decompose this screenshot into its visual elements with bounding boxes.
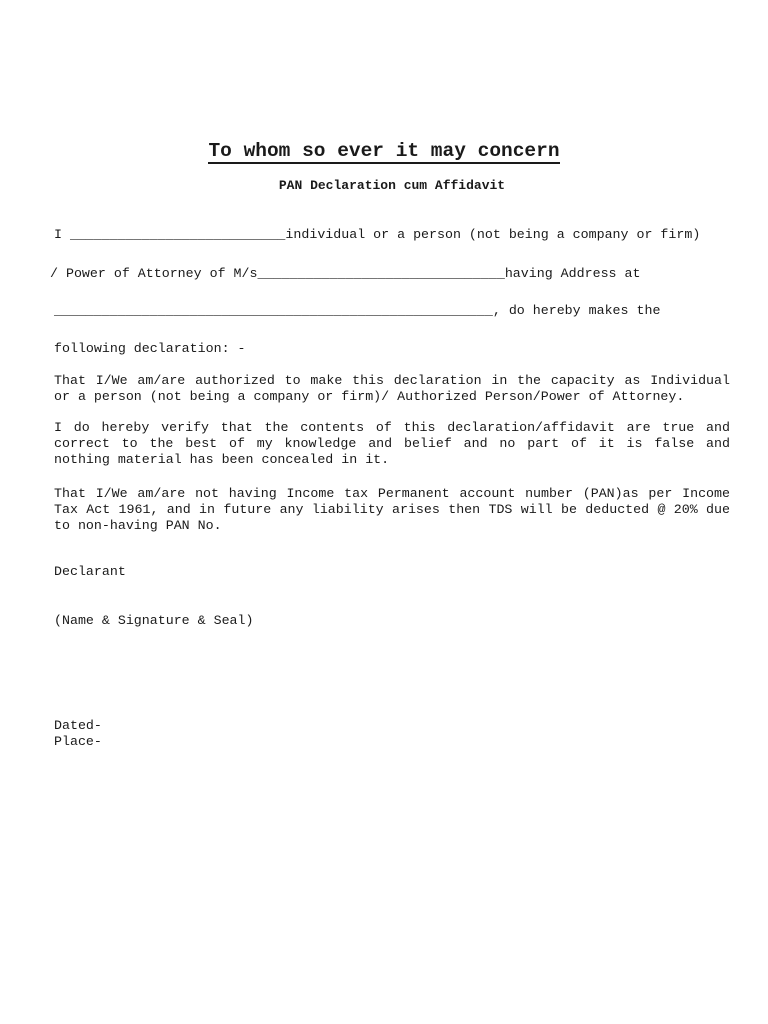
- pan-paragraph: That I/We am/are not having Income tax Permanent account number (PAN)as per Income Tax Act 1961, and in future any liability arises then TDS will be deducted @ 20% due to non-having PAN No.: [54, 486, 730, 533]
- document-subtitle: PAN Declaration cum Affidavit: [278, 178, 506, 193]
- place-label: Place-: [54, 734, 102, 749]
- address-line: _______________________________________________________, do hereby makes the: [54, 303, 661, 318]
- dated-label: Dated-: [54, 718, 102, 733]
- authorization-paragraph: That I/We am/are authorized to make this declaration in the capacity as Individual or a person (not being a company or firm)/ Authorized Person/Power of Attorney.: [54, 373, 730, 404]
- document-title: To whom so ever it may concern: [208, 140, 560, 162]
- declarant-name-line: I ___________________________individual or a person (not being a company or firm): [54, 227, 701, 242]
- signature-note: (Name & Signature & Seal): [54, 613, 254, 628]
- verification-paragraph: I do hereby verify that the contents of this declaration/affidavit are true and correct to the best of my knowledge and belief and no part of it is false and nothing material has been concealed in it.: [54, 420, 730, 467]
- document-title-wrapper: [0, 139, 768, 164]
- declaration-intro-line: following declaration: -: [54, 341, 246, 356]
- power-of-attorney-line: / Power of Attorney of M/s_______________________________having Address at: [50, 266, 641, 281]
- declarant-label: Declarant: [54, 564, 126, 579]
